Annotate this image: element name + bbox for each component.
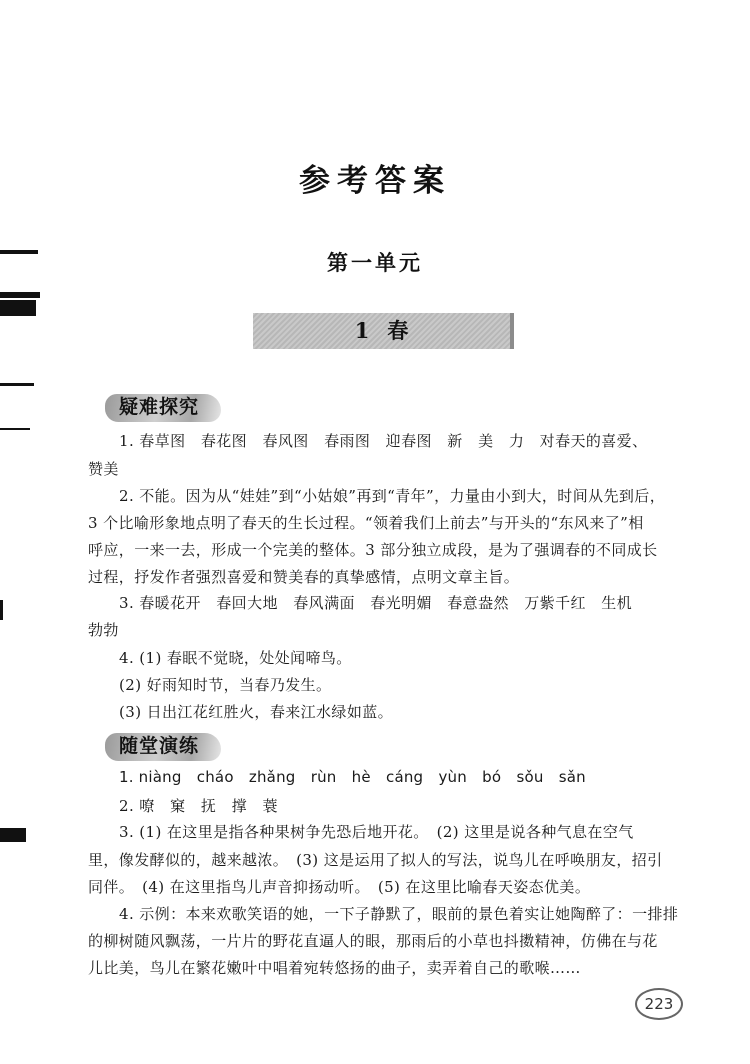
lesson-title: 春	[387, 318, 409, 343]
answer-line: (2) 好雨知时节，当春乃发生。	[119, 676, 332, 694]
pinyin-answer-line: 1. niàng cháo zhǎng rùn hè cáng yùn bó sǒu sǎn	[119, 768, 586, 786]
answer-line: 3 个比喻形象地点明了春天的生长过程。“领着我们上前去”与开头的“东风来了”相	[88, 514, 644, 532]
binding-mark	[0, 383, 34, 386]
binding-mark	[0, 828, 26, 842]
answer-line: 过程，抒发作者强烈喜爱和赞美春的真挚感情，点明文章主旨。	[88, 568, 520, 586]
page-number: 223	[635, 988, 683, 1020]
answer-line: 2. 不能。因为从“娃娃”到“小姑娘”再到“青年”，力量由小到大，时间从先到后，	[119, 487, 666, 505]
answer-line: 呼应，一来一去，形成一个完美的整体。3 部分独立成段，是为了强调春的不同成长	[88, 541, 658, 559]
answer-line: 4. (1) 春眠不觉晓，处处闻啼鸟。	[119, 649, 352, 667]
binding-mark	[0, 600, 3, 620]
lesson-number: 1	[354, 318, 370, 343]
answer-line: 4. 示例：本来欢歌笑语的她，一下子静默了，眼前的景色着实让她陶醉了：一排排	[119, 905, 679, 923]
page-title: 参考答案	[299, 163, 451, 199]
section-label-practice	[105, 731, 221, 761]
answer-line: 儿比美，鸟儿在繁花嫩叶中唱着宛转悠扬的曲子，卖弄着自己的歌喉……	[88, 959, 581, 977]
lesson-heading	[253, 313, 514, 349]
binding-mark	[0, 300, 36, 316]
binding-mark	[0, 428, 30, 430]
section-label-text: 随堂演练	[119, 735, 200, 757]
answer-line: 勃勃	[88, 621, 119, 639]
answer-line: 里，像发酵似的，越来越浓。 (3) 这是运用了拟人的写法，说鸟儿在呼唤朋友，招引	[88, 851, 663, 869]
answer-line: 3. 春暖花开 春回大地 春风满面 春光明媚 春意盎然 万紫千红 生机	[119, 594, 633, 612]
answer-line: (3) 日出江花红胜火，春来江水绿如蓝。	[119, 703, 394, 721]
answer-line: 的柳树随风飘荡，一片片的野花直逼人的眼，那雨后的小草也抖擞精神，仿佛在与花	[88, 932, 658, 950]
answer-line: 赞美	[88, 460, 119, 478]
answer-line: 3. (1) 在这里是指各种果树争先恐后地开花。 (2) 这里是说各种气息在空气	[119, 823, 634, 841]
section-label-explore	[105, 392, 221, 422]
unit-title: 第一单元	[327, 250, 423, 275]
binding-mark	[0, 292, 40, 298]
answer-line: 同伴。 (4) 在这里指鸟儿声音抑扬动听。 (5) 在这里比喻春天姿态优美。	[88, 878, 591, 896]
answer-line: 1. 春草图 春花图 春风图 春雨图 迎春图 新 美 力 对春天的喜爱、	[119, 432, 648, 450]
answer-line: 2. 嘹 窠 抚 撑 蓑	[119, 797, 278, 815]
section-label-text: 疑难探究	[119, 396, 200, 418]
